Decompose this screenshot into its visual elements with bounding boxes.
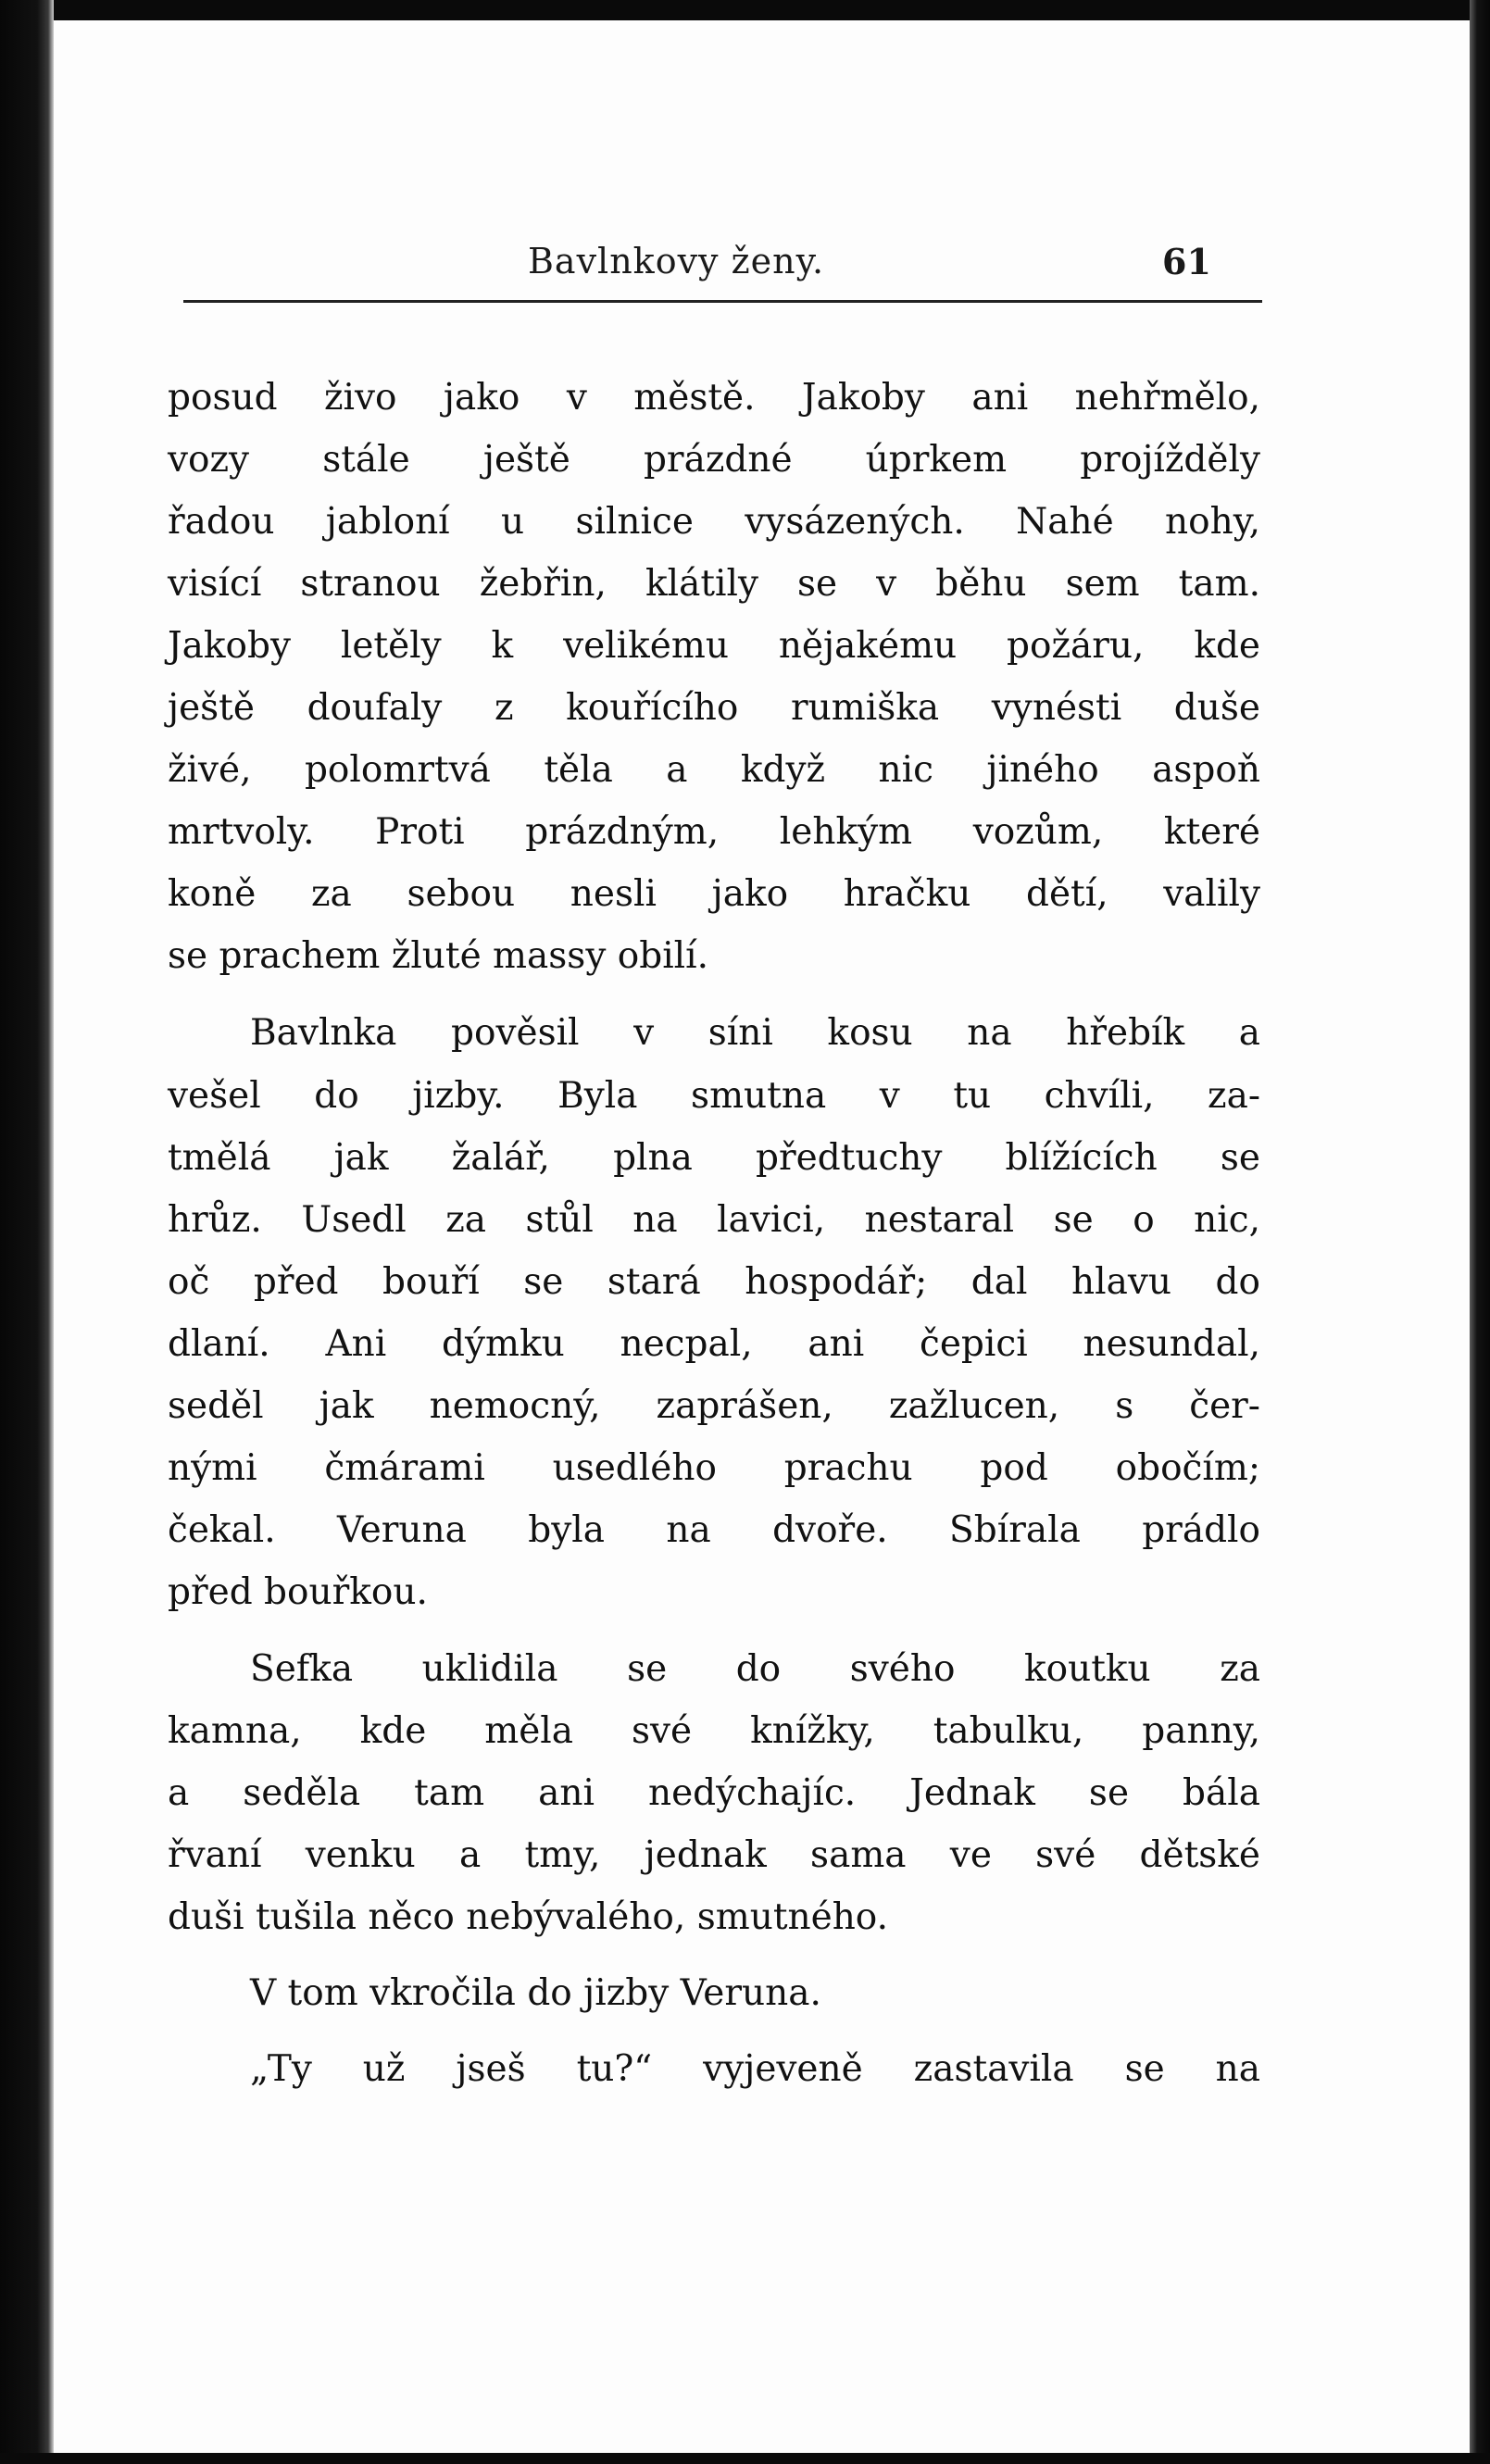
text-line: vešel do jizby. Byla smutna v tu chvíli, za- [168, 1075, 1260, 1117]
text-line: oč před bouří se stará hospodář; dal hlavu do [168, 1261, 1260, 1303]
text-line: Sefka uklidila se do svého koutku za [250, 1648, 1260, 1690]
text-line: posud živo jako v městě. Jakoby ani nehřmělo, [168, 377, 1260, 419]
text-line: a seděla tam ani nedýchajíc. Jednak se bála [168, 1772, 1260, 1814]
text-line: živé, polomrtvá těla a když nic jiného aspoň [168, 749, 1260, 791]
text-line: vozy stále ještě prázdné úprkem projížděly [168, 439, 1260, 481]
text-line: hrůz. Usedl za stůl na lavici, nestaral se o nic, [168, 1199, 1260, 1241]
text-line: dlaní. Ani dýmku necpal, ani čepici nesundal, [168, 1323, 1260, 1365]
text-line: duši tušila něco nebývalého, smutného. [168, 1896, 889, 1938]
scan-border-top [0, 0, 1490, 20]
text-line: visící stranou žebřin, klátily se v běhu sem tam. [168, 563, 1260, 605]
text-line: nými čmárami usedlého prachu pod obočím; [168, 1447, 1260, 1489]
scan-border-bottom [0, 2453, 1490, 2464]
scan-border-right [1470, 0, 1490, 2464]
running-head [54, 241, 1470, 296]
text-line: Jakoby letěly k velikému nějakému požáru, kde [168, 625, 1260, 667]
text-line: řvaní venku a tmy, jednak sama ve své dětské [168, 1834, 1260, 1876]
text-line: čekal. Veruna byla na dvoře. Sbírala prádlo [168, 1509, 1260, 1551]
text-line: řadou jabloní u silnice vysázených. Nahé nohy, [168, 501, 1260, 543]
text-line: před bouřkou. [168, 1571, 428, 1613]
text-line: tmělá jak žalář, plna předtuchy blížících se [168, 1137, 1260, 1179]
header-rule [183, 300, 1262, 303]
text-line: ještě doufaly z kouřícího rumiška vynésti duše [168, 687, 1260, 729]
page-number: 61 [1162, 241, 1211, 282]
text-line: mrtvoly. Proti prázdným, lehkým vozům, které [168, 811, 1260, 853]
text-line: seděl jak nemocný, zaprášen, zažlucen, s čer- [168, 1385, 1260, 1427]
text-line: koně za sebou nesli jako hračku dětí, valily [168, 873, 1260, 915]
scan-border-left [0, 0, 54, 2464]
text-line: Bavlnka pověsil v síni kosu na hřebík a [250, 1012, 1260, 1054]
text-line: se prachem žluté massy obilí. [168, 935, 709, 977]
running-title: Bavlnkovy ženy. [528, 241, 825, 281]
text-line: kamna, kde měla své knížky, tabulku, panny, [168, 1710, 1260, 1752]
book-page [54, 20, 1470, 2453]
text-line: V tom vkročila do jizby Veruna. [250, 1972, 821, 2014]
text-line: „Ty už jseš tu?“ vyjeveně zastavila se na [250, 2048, 1260, 2090]
